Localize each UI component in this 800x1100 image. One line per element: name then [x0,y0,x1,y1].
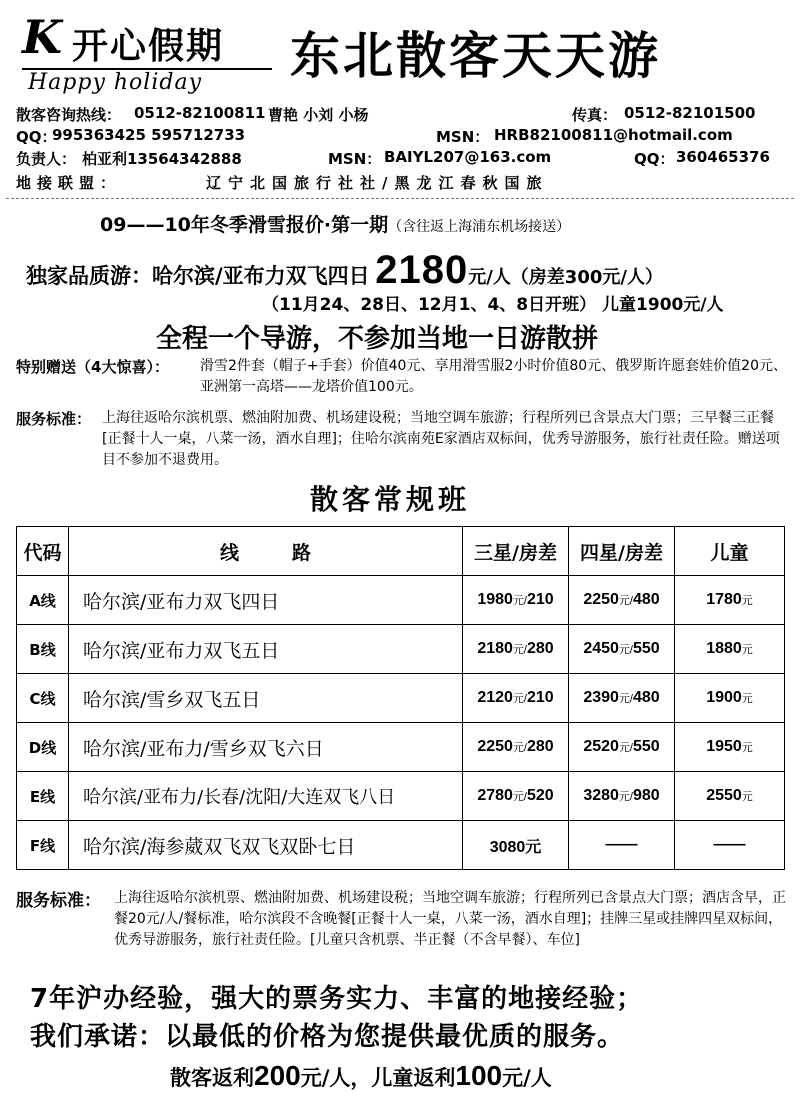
table-row [17,625,785,674]
qq-label: QQ： [16,128,57,146]
table-row [17,723,785,772]
rebate-child-label: 元/人，儿童返利 [300,1066,456,1090]
route-table [16,526,785,870]
four-star-price: 3280元/980 [569,772,675,821]
premium-label: 独家品质游：哈尔滨/亚布力双飞四日 [26,264,370,288]
four-star-price: 2390元/480 [569,674,675,723]
col-header-child: 儿童 [675,527,785,576]
dashed-divider [6,198,794,199]
four-star-price: 2250元/480 [569,576,675,625]
qq2-label: QQ： [634,150,675,168]
msn-label: MSN： [436,128,490,146]
table-row [17,772,785,821]
route-code: B线 [17,625,69,674]
col-header-route: 线 路 [69,527,463,576]
msn2-label: MSN： [328,150,382,168]
three-star-price: 1980元/210 [463,576,569,625]
staff-names: 曹艳 小刘 小杨 [268,106,369,124]
regular-service-text: 上海往返哈尔滨机票、燃油附加费、机场建设税；当地空调车旅游；行程所列已含景点大门票；酒店含早，正餐20元/人/餐标准，哈尔滨段不含晚餐[正餐十人一桌，八菜一汤，酒水自理]；挂牌三星或挂牌四星双标间，优秀导游服务，旅行社责任险。[儿童只含机票、半正餐（不含早餐）、车位] [114,890,786,948]
rebate-line [170,1060,552,1092]
ski-service-text: 上海往返哈尔滨机票、燃油附加费、机场建设税；当地空调车旅游；行程所列已含景点大门票；三早餐三正餐[正餐十人一桌，八菜一汤，酒水自理]；住哈尔滨南苑E家酒店双标间，优秀导游服务，旅行社责任险。赠送项目不参加不退费用。 [102,410,780,468]
three-star-price: 2780元/520 [463,772,569,821]
qq-numbers: 995363425 595712733 [52,126,246,144]
promise-slogan: 我们承诺：以最低的价格为您提供最优质的服务。 [30,1022,625,1052]
alliance-label: 地接联盟： [16,174,122,192]
ski-title-text: 09——10年冬季滑雪报价·第一期 [100,214,389,236]
table-row [17,821,785,870]
route-code: E线 [17,772,69,821]
ski-service-label: 服务标准： [16,410,92,428]
route-name: 哈尔滨/雪乡双飞五日 [69,674,463,723]
route-name: 哈尔滨/亚布力双飞四日 [69,576,463,625]
child-price: 1950元 [675,723,785,772]
logo-mark: K [22,10,62,64]
logo-cn-text: 开心假期 [72,26,225,67]
premium-price: 2180 [375,248,469,292]
three-star-price: 2120元/210 [463,674,569,723]
col-header-code: 代码 [17,527,69,576]
child-price: —— [675,821,785,870]
route-name: 哈尔滨/海参葳双飞双飞双卧七日 [69,821,463,870]
msn-address[interactable]: HRB82100811@hotmail.com [494,126,733,144]
col-header-four-star: 四星/房差 [569,527,675,576]
table-row [17,576,785,625]
child-price: 1880元 [675,625,785,674]
qq2-number: 360465376 [676,148,770,166]
rebate-unit: 元/人 [502,1066,552,1090]
three-star-price: 3080元 [463,821,569,870]
msn2-address[interactable]: BAIYL207@163.com [384,148,552,166]
route-name: 哈尔滨/亚布力/长春/沈阳/大连双飞八日 [69,772,463,821]
experience-slogan: 7年沪办经验，强大的票务实力、丰富的地接经验； [30,984,644,1014]
three-star-price: 2250元/280 [463,723,569,772]
child-price: 1780元 [675,576,785,625]
premium-offer [26,248,663,293]
hotline-label: 散客咨询热线： [16,106,122,124]
premium-price-unit: 元/人（房差300元/人） [468,267,663,288]
four-star-price: 2520元/550 [569,723,675,772]
regular-heading: 散客常规班 [310,483,471,516]
route-code: D线 [17,723,69,772]
four-star-price: —— [569,821,675,870]
rebate-adult-label: 散客返利 [170,1066,254,1090]
logo [14,8,274,96]
route-code: F线 [17,821,69,870]
route-code: C线 [17,674,69,723]
gift-label: 特别赠送（4大惊喜）： [16,358,169,376]
table-header-row [17,527,785,576]
departure-dates: （11月24、28日、12月1、4、8日开班） 儿童1900元/人 [262,295,724,315]
three-star-price: 2180元/280 [463,625,569,674]
route-name: 哈尔滨/亚布力双飞五日 [69,625,463,674]
page-title: 东北散客天天游 [290,27,661,85]
guide-slogan: 全程一个导游，不参加当地一日游散拼 [156,324,599,354]
fax-number: 0512-82101500 [624,104,756,122]
col-header-three-star: 三星/房差 [463,527,569,576]
manager-name: 柏亚利13564342888 [82,150,242,168]
gift-text: 滑雪2件套（帽子+手套）价值40元、享用滑雪服2小时价值80元、俄罗斯许愿套娃价值20元、亚洲第一高塔——龙塔价值100元。 [200,358,787,395]
child-price: 1900元 [675,674,785,723]
four-star-price: 2450元/550 [569,625,675,674]
rebate-adult-amount: 200 [254,1060,301,1091]
ski-section-title [100,210,570,237]
manager-label: 负责人： [16,150,77,168]
alliance-text: 辽宁北国旅行社社/黑龙江春秋国旅 [206,174,549,192]
logo-en-text: Happy holiday [28,70,203,95]
ski-title-note: （含往返上海浦东机场接送） [388,219,571,235]
table-row [17,674,785,723]
fax-label: 传真： [572,106,618,124]
route-name: 哈尔滨/亚布力/雪乡双飞六日 [69,723,463,772]
rebate-child-amount: 100 [455,1060,503,1091]
route-code: A线 [17,576,69,625]
hotline-number: 0512-82100811 [134,104,266,122]
regular-service-label: 服务标准： [16,891,101,911]
child-price: 2550元 [675,772,785,821]
